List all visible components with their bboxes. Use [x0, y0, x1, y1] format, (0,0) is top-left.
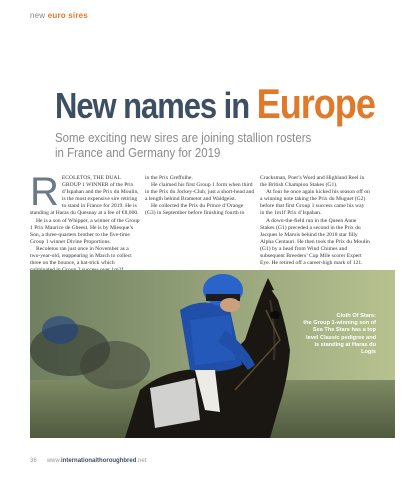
column-3-paragraph-2: At four he once again kicked his season off on a winning note taking the Prix du Muguet (G2) before that first Group 1 success came his way in the 1m1f Prix d’Ispahan. — [260, 189, 370, 217]
title-part-2: Europe — [256, 80, 375, 127]
column-2-paragraph-1: in the Prix Greffulhe. — [145, 175, 193, 181]
section-label: euro sires — [47, 11, 88, 20]
title-part-1: New names in — [55, 85, 257, 126]
column-2-paragraph-3: He collected the Prix du Prince d’Orange (G3) in September before finishing fourth to — [145, 203, 245, 217]
site-suffix: .net — [136, 458, 147, 464]
subheading: Some exciting new sires are joining stallion rosters in France and Germany for 2019 — [55, 130, 312, 160]
column-3-paragraph-3: A down-the-field run in the Queen Anne Stakes (G1) preceded a second in the Prix du Jacques le Marois behind the 2018 star filly Alpha Centauri. He then took the Prix du Moulin (G1) by a head from Wind Chimes and subsequent Breeders’ Cup Mile scorer Expert Eye. He retired off a career-high mark of 121. — [260, 217, 370, 267]
column-3-paragraph-1: Cracksman, Poet’s Word and Highland Reel in the British Champion Stakes (G1). — [260, 175, 365, 189]
page-footer — [30, 458, 146, 464]
site-prefix: www. — [46, 458, 62, 464]
column-1-paragraph-2: He is a son of Whipper, a winner of the Group 1 Prix Maurice de Gheest. He is by Miesque’s Son, a three-quarters brother to the five-time Group 1 winner Divine Proportions. — [30, 217, 140, 245]
section-tag — [30, 11, 88, 20]
column-2-paragraph-2: He claimed his first Group 1 form when third in the Prix du Jockey-Club, just a short-head and a length behind Brametot and Waldgeist. — [145, 182, 255, 203]
column-1-paragraph-3: Recoletos ran just once in November as a two-year-old, reappearing in March to collect three on the bounce, a hat-trick which — [30, 245, 132, 267]
page-number: 36 — [30, 458, 37, 464]
column-1-paragraph-1: ECOLETOS, THE DUAL GROUP 1 WINNER of the Prix d’Ispahan and the Prix du Moulin, is the most expensive sire retiring to stand in France for 2019. He is standing at Haras du Quesnay at a fee of €8,000. — [30, 175, 139, 217]
article-column-3 — [260, 175, 370, 267]
section-prefix: new — [30, 11, 48, 20]
caption-title: Cloth Of Stars: — [336, 313, 376, 319]
article-column-2 — [145, 175, 255, 218]
article-column-1 — [30, 170, 140, 274]
page-title — [55, 80, 375, 127]
photo-caption — [300, 313, 376, 356]
site-name: internationalthoroughbred — [61, 458, 137, 464]
caption-body: the Group 1-winning son of Sea The Stars has a top level Classic pedigree and is standing at Haras du Logis — [303, 320, 376, 356]
drop-cap: R — [30, 170, 59, 214]
